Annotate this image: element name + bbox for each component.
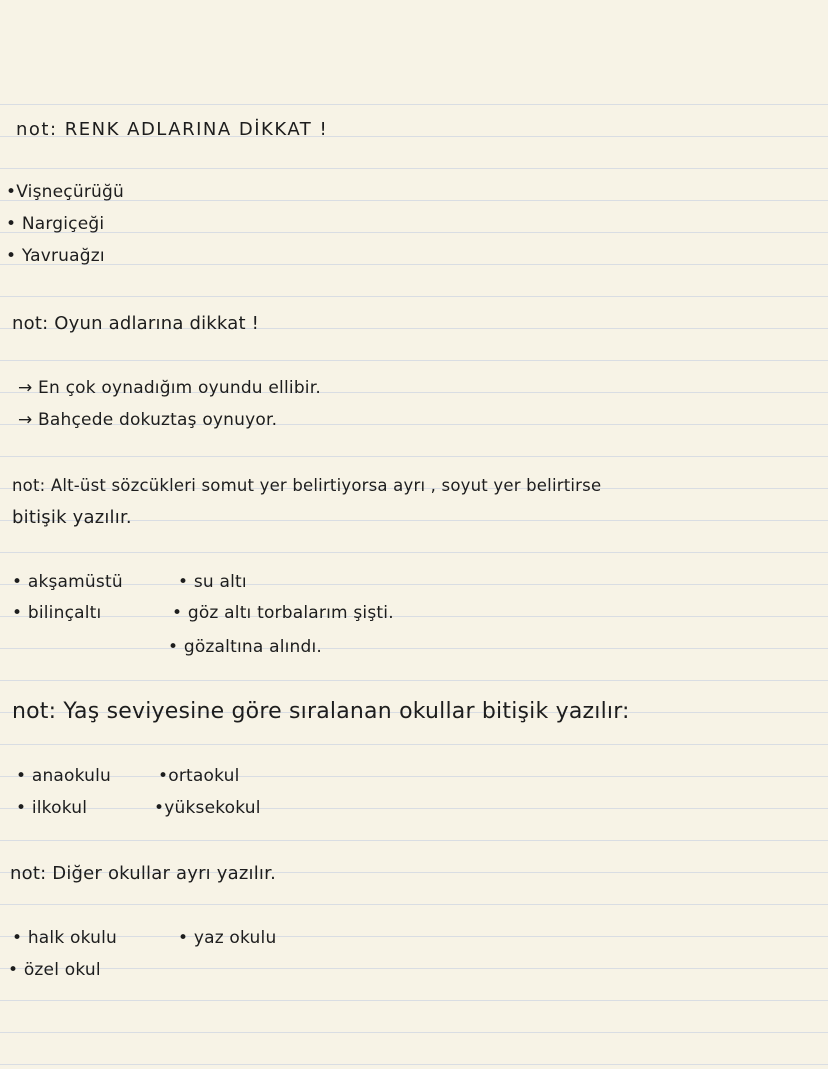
list-item: • gözaltına alındı. — [168, 637, 323, 657]
note-title-game-names: not: Oyun adlarına dikkat ! — [12, 313, 260, 334]
list-item: • göz altı torbalarım şişti. — [172, 603, 394, 623]
list-item: • yaz okulu — [178, 928, 277, 948]
list-item: •yüksekokul — [154, 798, 261, 818]
list-item: •Vişneçürüğü — [6, 182, 124, 202]
list-item: → En çok oynadığım oyundu ellibir. — [18, 378, 321, 398]
note-title-continuation: bitişik yazılır. — [12, 507, 132, 528]
list-item: → Bahçede dokuztaş oynuyor. — [18, 410, 278, 430]
list-item: •ortaokul — [158, 766, 240, 786]
list-item: • su altı — [178, 572, 247, 592]
list-item: • akşamüstü — [12, 572, 123, 592]
list-item: • Yavruağzı — [6, 246, 105, 266]
list-item: • halk okulu — [12, 928, 117, 948]
note-title-alt-ust: not: Alt-üst sözcükleri somut yer belirtiyorsa ayrı , soyut yer belirtirse — [12, 476, 602, 495]
list-item: • Nargiçeği — [6, 214, 105, 234]
list-item: • ilkokul — [16, 798, 88, 818]
note-title-other-schools: not: Diğer okullar ayrı yazılır. — [10, 863, 277, 884]
list-item: • özel okul — [8, 960, 101, 980]
list-item: • bilinçaltı — [12, 603, 102, 623]
note-title-color-names: not: RENK ADLARINA DİKKAT ! — [16, 119, 329, 140]
note-title-school-levels: not: Yaş seviyesine göre sıralanan okullar bitişik yazılır: — [12, 699, 630, 724]
list-item: • anaokulu — [16, 766, 112, 786]
